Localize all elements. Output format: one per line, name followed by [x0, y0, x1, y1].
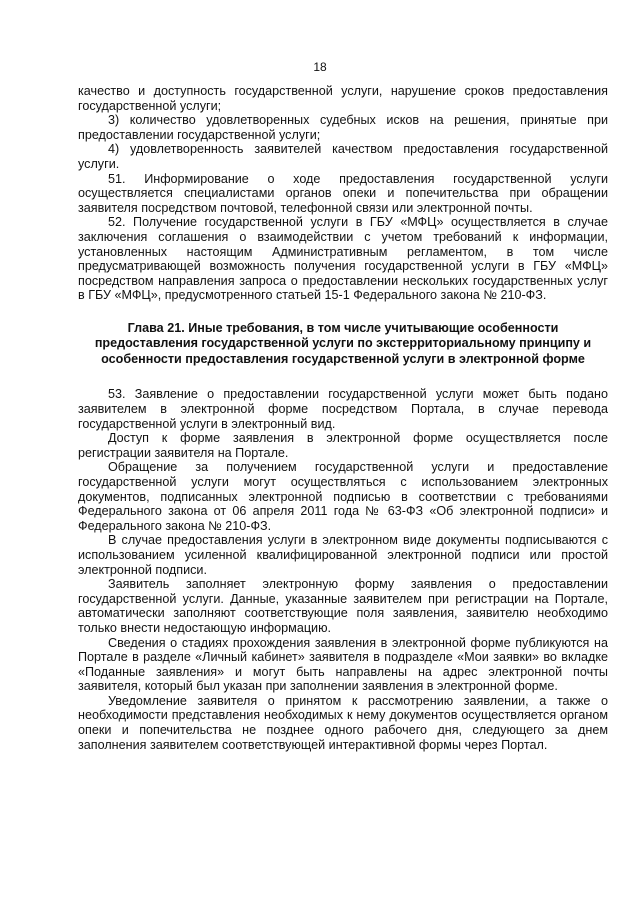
paragraph: 3) количество удовлетворенных судебных исков на решения, принятые при предоставлении государственной услуги; — [78, 113, 608, 142]
paragraph: 53. Заявление о предоставлении государственной услуги может быть подано заявителем в электронной форме посредством Портала, в случае перевода государственной услуги в электронный вид. — [78, 387, 608, 431]
paragraph: Доступ к форме заявления в электронной форме осуществляется после регистрации заявителя на Портале. — [78, 431, 608, 460]
paragraph: 4) удовлетворенность заявителей качеством предоставления государственной услуги. — [78, 142, 608, 171]
paragraph: Уведомление заявителя о принятом к рассмотрению заявлении, а также о необходимости представления необходимых к нему документов осуществляется органом опеки и попечительства не позднее одного рабочего дня, следующего за днем заполнения заявителем соответствующей интерактивной формы через Портал. — [78, 693, 608, 752]
paragraph: В случае предоставления услуги в электронном виде документы подписываются с использованием усиленной квалифицированной электронной подписи или простой электронной подписи. — [78, 533, 608, 577]
chapter-heading: Глава 21. Иные требования, в том числе учитывающие особенности предоставления государственной услуги по экстерриториальному принципу и особенности предоставления государственной услуги в электронной форме — [94, 320, 592, 366]
page-number: 18 — [313, 60, 327, 74]
paragraph: Сведения о стадиях прохождения заявления в электронной форме публикуются на Портале в разделе «Личный кабинет» заявителя в подразделе «Мои заявки» во вкладке «Поданные заявления» и могут быть направлены на адрес электронной почты заявителя, который был указан при заполнении заявления в электронной форме. — [78, 635, 608, 694]
paragraph: Заявитель заполняет электронную форму заявления о предоставлении государственной услуги. Данные, указанные заявителем при регистрации на Портале, автоматически заполняют соответствующие поля заявления, заявителю необходимо только внести недостающую информацию. — [78, 577, 608, 635]
paragraph: 51. Информирование о ходе предоставления государственной услуги осуществляется специалистами органов опеки и попечительства при обращении заявителя посредством почтовой, телефонной связи или электронной почты. — [78, 171, 608, 215]
document-body — [78, 84, 608, 752]
paragraph: 52. Получение государственной услуги в ГБУ «МФЦ» осуществляется в случае заключения соглашения о взаимодействии с учетом требований к информации, установленных настоящим Административным регламентом, в том числе предусматривающей возможность получения государственной услуги в ГБУ «МФЦ» посредством направления запроса о предоставлении нескольких государственных услуг в ГБУ «МФЦ», предусмотренного статьей 15-1 Федерального закона № 210-ФЗ. — [78, 215, 608, 303]
paragraph: Обращение за получением государственной услуги и предоставление государственной услуги могут осуществляться с использованием электронных документов, подписанных электронной подписью в соответствии с требованиями Федерального закона от 06 апреля 2011 года № 63-ФЗ «Об электронной подписи» и Федерального закона № 210-ФЗ. — [78, 460, 608, 533]
paragraph: качество и доступность государственной услуги, нарушение сроков предоставления государственной услуги; — [78, 84, 608, 113]
